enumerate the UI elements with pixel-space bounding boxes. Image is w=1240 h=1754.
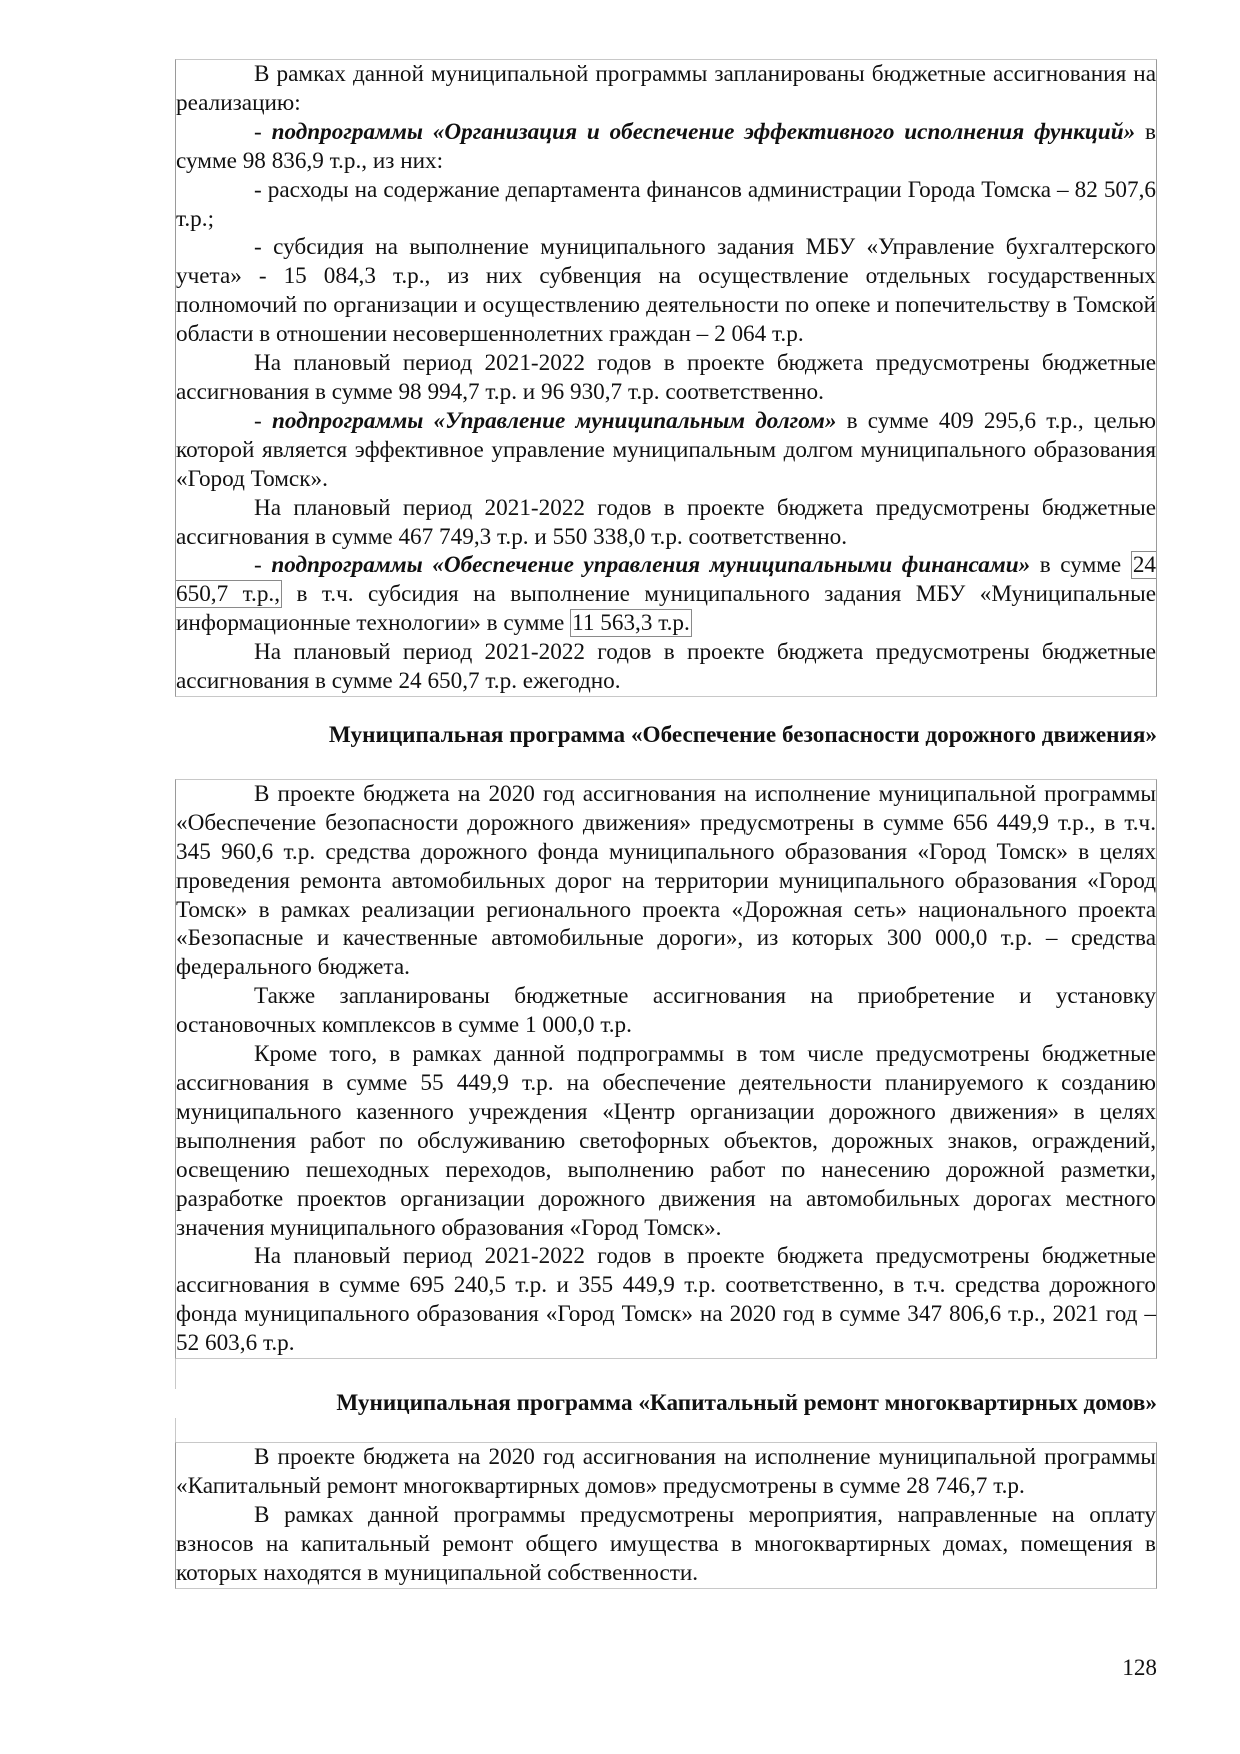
spacer [175, 750, 1157, 779]
paragraph-text: в сумме 409 295,6 т.р., целью которой является эффективное управление муниципальным долгом муниципального образования «Город Томск». [176, 407, 1157, 492]
paragraph: В рамках данной программы предусмотрены мероприятия, направленные на оплату взносов на капитальный ремонт общего имущества в многоквартирных домах, помещения в которых находятся в муниципальной собственности. [176, 1501, 1156, 1586]
paragraph: Кроме того, в рамках данной подпрограммы в том числе предусмотрены бюджетные ассигнования в сумме 55 449,9 т.р. на обеспечение деятельности планируемого к созданию муниципального казенного учреждения «Центр организации дорожного движения» в целях выполнения работ по обслуживанию светофорных объектов, дорожных знаков, ограждений, освещению пешеходных переходов, выполнению работ по нанесению дорожной разметки, разработке проектов организации дорожного движения на автомобильных дорогах местного значения муниципального образования «Город Томск». [176, 1041, 1156, 1241]
paragraph: На плановый период 2021-2022 годов в проекте бюджета предусмотрены бюджетные ассигнования в сумме 98 994,7 т.р. и 96 930,7 т.р. соответственно. [176, 350, 1156, 405]
subprogram-title: подпрограммы «Организация и обеспечение эффективного исполнения функций» [271, 118, 1136, 145]
section-heading: Муниципальная программа «Капитальный ремонт многоквартирных домов» [336, 1390, 1157, 1417]
dash: - [254, 118, 272, 145]
dash: - [254, 407, 272, 434]
paragraph-text: в сумме 98 836,9 т.р., из них: [176, 118, 1156, 174]
document-body [175, 59, 1157, 1589]
paragraph: В рамках данной муниципальной программы запланированы бюджетные ассигнования на реализацию: [176, 61, 1156, 116]
section-2 [175, 779, 1157, 1359]
spacer [175, 1359, 1157, 1389]
paragraph: Также запланированы бюджетные ассигнования на приобретение и установку остановочных комплексов в сумме 1 000,0 т.р. [176, 983, 1156, 1039]
paragraph: - расходы на содержание департамента финансов администрации Города Томска – 82 507,6 т.р.; [176, 176, 1156, 232]
amount-field: 11 563,3 т.р. [572, 610, 690, 637]
section-1 [175, 59, 1157, 697]
dash: - [254, 552, 272, 579]
paragraph: На плановый период 2021-2022 годов в проекте бюджета предусмотрены бюджетные ассигнования в сумме 24 650,7 т.р. ежегодно. [176, 639, 1156, 695]
paragraph: На плановый период 2021-2022 годов в проекте бюджета предусмотрены бюджетные ассигнования в сумме 467 749,3 т.р. и 550 338,0 т.р. соответственно. [176, 494, 1156, 550]
section-3 [175, 1442, 1157, 1589]
paragraph: На плановый период 2021-2022 годов в проекте бюджета предусмотрены бюджетные ассигнования в сумме 695 240,5 т.р. и 355 449,9 т.р. соответственно, в т.ч. средства дорожного фонда муниципального образования «Город Томск» на 2020 год в сумме 347 806,6 т.р., 2021 год – 52 603,6 т.р. [176, 1243, 1156, 1357]
paragraph: В проекте бюджета на 2020 год ассигнования на исполнение муниципальной программы «Капитальный ремонт многоквартирных домов» предусмотрены в сумме 28 746,7 т.р. [176, 1444, 1156, 1499]
paragraph-text: в сумме [1030, 552, 1131, 579]
amount-field: 24 650,7 т.р., [176, 552, 1156, 608]
page-number: 128 [1122, 1655, 1157, 1681]
spacer [175, 697, 1157, 721]
paragraph-text: в т.ч. субсидия на выполнение муниципального задания МБУ «Муниципальные информационные технологии» в сумме [176, 581, 1156, 637]
spacer [175, 1418, 1157, 1442]
paragraph [176, 407, 1156, 494]
subprogram-title: подпрограммы «Управление муниципальным долгом» [271, 407, 837, 434]
paragraph: В проекте бюджета на 2020 год ассигнования на исполнение муниципальной программы «Обеспечение безопасности дорожного движения» предусмотрены в сумме 656 449,9 т.р., в т.ч. 345 960,6 т.р. средства дорожного фонда муниципального образования «Город Томск» в целях проведения ремонта автомобильных дорог на территории муниципального образования «Город Томск» в рамках реализации регионального проекта «Дорожная сеть» национального проекта «Безопасные и качественные автомобильные дороги», из которых 300 000,0 т.р. – средства федерального бюджета. [176, 780, 1156, 981]
paragraph [176, 551, 1156, 638]
paragraph: - субсидия на выполнение муниципального задания МБУ «Управление бухгалтерского учета» - 15 084,3 т.р., из них субвенция на осуществление отдельных государственных полномочий по организации и осуществлению деятельности по опеке и попечительству в Томской области в отношении несовершеннолетних граждан – 2 064 т.р. [176, 234, 1156, 348]
section-heading: Муниципальная программа «Обеспечение безопасности дорожного движения» [328, 721, 1157, 748]
paragraph [176, 118, 1156, 176]
subprogram-title: подпрограммы «Обеспечение управления муниципальными финансами» [271, 552, 1031, 579]
